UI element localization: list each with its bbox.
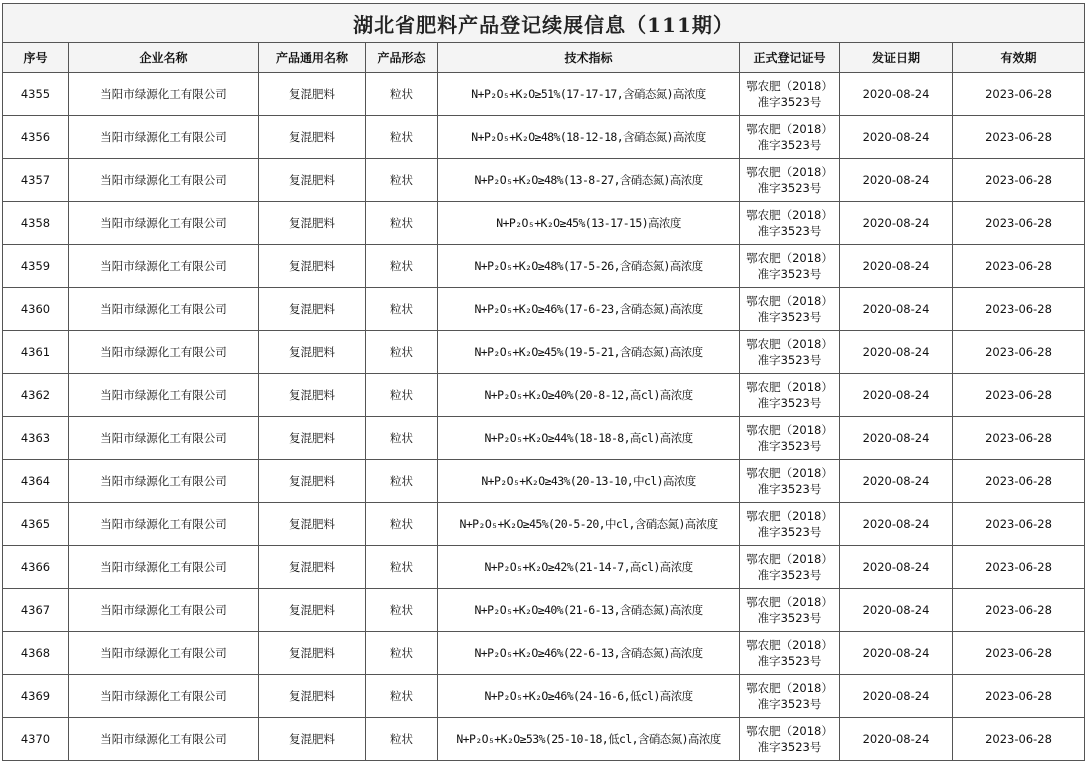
cell-issue-date: 2020-08-24 [840, 374, 953, 417]
table-row [3, 718, 1085, 761]
cell-issue-date: 2020-08-24 [840, 718, 953, 761]
cell-issue-date: 2020-08-24 [840, 503, 953, 546]
cert-line-1: 鄂农肥（2018） [746, 251, 833, 265]
cell-company: 当阳市绿源化工有限公司 [69, 546, 259, 589]
cell-form: 粒状 [366, 245, 438, 288]
cell-cert [740, 589, 840, 632]
cell-company: 当阳市绿源化工有限公司 [69, 718, 259, 761]
cell-spec: N+P₂O₅+K₂O≥40%(20-8-12,高cl)高浓度 [438, 374, 740, 417]
cell-form: 粒状 [366, 288, 438, 331]
cell-seq: 4363 [3, 417, 69, 460]
cell-spec: N+P₂O₅+K₂O≥46%(17-6-23,含硝态氮)高浓度 [438, 288, 740, 331]
table-row [3, 460, 1085, 503]
cell-cert [740, 546, 840, 589]
cert-line-1: 鄂农肥（2018） [746, 294, 833, 308]
cell-form: 粒状 [366, 460, 438, 503]
cert-line-2: 准字3523号 [757, 310, 822, 324]
cert-line-2: 准字3523号 [757, 611, 822, 625]
cell-spec: N+P₂O₅+K₂O≥53%(25-10-18,低cl,含硝态氮)高浓度 [438, 718, 740, 761]
cell-issue-date: 2020-08-24 [840, 159, 953, 202]
table-body [3, 73, 1085, 761]
cell-valid-until: 2023-06-28 [953, 331, 1085, 374]
cert-line-1: 鄂农肥（2018） [746, 423, 833, 437]
cell-product: 复混肥料 [259, 116, 366, 159]
cert-line-2: 准字3523号 [757, 181, 822, 195]
cell-issue-date: 2020-08-24 [840, 288, 953, 331]
cert-line-2: 准字3523号 [757, 396, 822, 410]
cell-form: 粒状 [366, 374, 438, 417]
cell-valid-until: 2023-06-28 [953, 374, 1085, 417]
cert-line-1: 鄂农肥（2018） [746, 466, 833, 480]
cell-valid-until: 2023-06-28 [953, 546, 1085, 589]
cert-line-1: 鄂农肥（2018） [746, 79, 833, 93]
cell-issue-date: 2020-08-24 [840, 73, 953, 116]
cell-seq: 4356 [3, 116, 69, 159]
cert-line-1: 鄂农肥（2018） [746, 552, 833, 566]
cell-company: 当阳市绿源化工有限公司 [69, 116, 259, 159]
cert-line-1: 鄂农肥（2018） [746, 337, 833, 351]
header-cert: 正式登记证号 [740, 43, 840, 73]
cell-company: 当阳市绿源化工有限公司 [69, 288, 259, 331]
cell-form: 粒状 [366, 202, 438, 245]
cell-spec: N+P₂O₅+K₂O≥48%(13-8-27,含硝态氮)高浓度 [438, 159, 740, 202]
cert-line-2: 准字3523号 [757, 697, 822, 711]
cell-product: 复混肥料 [259, 159, 366, 202]
cell-issue-date: 2020-08-24 [840, 632, 953, 675]
cell-form: 粒状 [366, 632, 438, 675]
table-row [3, 546, 1085, 589]
cell-spec: N+P₂O₅+K₂O≥45%(13-17-15)高浓度 [438, 202, 740, 245]
table-row [3, 374, 1085, 417]
cert-line-1: 鄂农肥（2018） [746, 122, 833, 136]
cert-line-2: 准字3523号 [757, 439, 822, 453]
table-row [3, 116, 1085, 159]
registration-table [2, 3, 1085, 761]
cell-valid-until: 2023-06-28 [953, 460, 1085, 503]
cell-product: 复混肥料 [259, 718, 366, 761]
cell-valid-until: 2023-06-28 [953, 159, 1085, 202]
cell-issue-date: 2020-08-24 [840, 331, 953, 374]
cell-spec: N+P₂O₅+K₂O≥51%(17-17-17,含硝态氮)高浓度 [438, 73, 740, 116]
cell-seq: 4370 [3, 718, 69, 761]
header-spec: 技术指标 [438, 43, 740, 73]
cert-line-2: 准字3523号 [757, 95, 822, 109]
cell-seq: 4357 [3, 159, 69, 202]
cell-cert [740, 675, 840, 718]
cell-company: 当阳市绿源化工有限公司 [69, 245, 259, 288]
cell-spec: N+P₂O₅+K₂O≥46%(24-16-6,低cl)高浓度 [438, 675, 740, 718]
registration-table-container [2, 3, 1084, 761]
cell-spec: N+P₂O₅+K₂O≥45%(19-5-21,含硝态氮)高浓度 [438, 331, 740, 374]
cell-valid-until: 2023-06-28 [953, 675, 1085, 718]
cell-cert [740, 503, 840, 546]
cell-issue-date: 2020-08-24 [840, 245, 953, 288]
cell-valid-until: 2023-06-28 [953, 718, 1085, 761]
cell-product: 复混肥料 [259, 245, 366, 288]
cell-valid-until: 2023-06-28 [953, 503, 1085, 546]
cert-line-1: 鄂农肥（2018） [746, 681, 833, 695]
cell-product: 复混肥料 [259, 503, 366, 546]
cell-cert [740, 159, 840, 202]
cell-cert [740, 718, 840, 761]
cell-product: 复混肥料 [259, 374, 366, 417]
cert-line-1: 鄂农肥（2018） [746, 165, 833, 179]
page-title: 湖北省肥料产品登记续展信息（111期） [3, 4, 1085, 43]
cell-company: 当阳市绿源化工有限公司 [69, 417, 259, 460]
cell-company: 当阳市绿源化工有限公司 [69, 503, 259, 546]
cell-seq: 4366 [3, 546, 69, 589]
cell-valid-until: 2023-06-28 [953, 202, 1085, 245]
cell-form: 粒状 [366, 718, 438, 761]
cell-spec: N+P₂O₅+K₂O≥48%(18-12-18,含硝态氮)高浓度 [438, 116, 740, 159]
cell-company: 当阳市绿源化工有限公司 [69, 202, 259, 245]
cell-company: 当阳市绿源化工有限公司 [69, 632, 259, 675]
cell-form: 粒状 [366, 331, 438, 374]
cell-issue-date: 2020-08-24 [840, 116, 953, 159]
table-row [3, 675, 1085, 718]
cell-seq: 4367 [3, 589, 69, 632]
cell-valid-until: 2023-06-28 [953, 73, 1085, 116]
cell-issue-date: 2020-08-24 [840, 460, 953, 503]
cert-line-2: 准字3523号 [757, 267, 822, 281]
cell-form: 粒状 [366, 73, 438, 116]
cell-seq: 4358 [3, 202, 69, 245]
cert-line-1: 鄂农肥（2018） [746, 208, 833, 222]
header-valid-until: 有效期 [953, 43, 1085, 73]
table-row [3, 417, 1085, 460]
cert-line-2: 准字3523号 [757, 482, 822, 496]
cert-line-2: 准字3523号 [757, 138, 822, 152]
cell-cert [740, 73, 840, 116]
cell-product: 复混肥料 [259, 632, 366, 675]
cell-form: 粒状 [366, 417, 438, 460]
cell-product: 复混肥料 [259, 546, 366, 589]
cert-line-1: 鄂农肥（2018） [746, 638, 833, 652]
cert-line-2: 准字3523号 [757, 353, 822, 367]
cell-valid-until: 2023-06-28 [953, 245, 1085, 288]
cell-product: 复混肥料 [259, 589, 366, 632]
cell-cert [740, 245, 840, 288]
cell-company: 当阳市绿源化工有限公司 [69, 331, 259, 374]
cell-company: 当阳市绿源化工有限公司 [69, 460, 259, 503]
cell-spec: N+P₂O₅+K₂O≥44%(18-18-8,高cl)高浓度 [438, 417, 740, 460]
cell-spec: N+P₂O₅+K₂O≥43%(20-13-10,中cl)高浓度 [438, 460, 740, 503]
cert-line-1: 鄂农肥（2018） [746, 595, 833, 609]
cell-issue-date: 2020-08-24 [840, 589, 953, 632]
cell-form: 粒状 [366, 589, 438, 632]
cell-spec: N+P₂O₅+K₂O≥48%(17-5-26,含硝态氮)高浓度 [438, 245, 740, 288]
cell-issue-date: 2020-08-24 [840, 417, 953, 460]
cell-product: 复混肥料 [259, 417, 366, 460]
table-row [3, 503, 1085, 546]
cell-form: 粒状 [366, 116, 438, 159]
cell-cert [740, 632, 840, 675]
cell-seq: 4364 [3, 460, 69, 503]
cell-spec: N+P₂O₅+K₂O≥40%(21-6-13,含硝态氮)高浓度 [438, 589, 740, 632]
cert-line-2: 准字3523号 [757, 740, 822, 754]
cell-cert [740, 331, 840, 374]
header-product: 产品通用名称 [259, 43, 366, 73]
cell-company: 当阳市绿源化工有限公司 [69, 374, 259, 417]
cell-spec: N+P₂O₅+K₂O≥45%(20-5-20,中cl,含硝态氮)高浓度 [438, 503, 740, 546]
header-company: 企业名称 [69, 43, 259, 73]
cert-line-2: 准字3523号 [757, 568, 822, 582]
cell-seq: 4369 [3, 675, 69, 718]
cell-product: 复混肥料 [259, 331, 366, 374]
cell-valid-until: 2023-06-28 [953, 288, 1085, 331]
cell-cert [740, 460, 840, 503]
cell-product: 复混肥料 [259, 460, 366, 503]
cell-cert [740, 288, 840, 331]
cell-cert [740, 374, 840, 417]
cell-company: 当阳市绿源化工有限公司 [69, 159, 259, 202]
cell-valid-until: 2023-06-28 [953, 632, 1085, 675]
cert-line-1: 鄂农肥（2018） [746, 380, 833, 394]
cell-issue-date: 2020-08-24 [840, 675, 953, 718]
table-row [3, 632, 1085, 675]
table-row [3, 202, 1085, 245]
cell-product: 复混肥料 [259, 73, 366, 116]
cell-seq: 4362 [3, 374, 69, 417]
cell-cert [740, 116, 840, 159]
cell-spec: N+P₂O₅+K₂O≥46%(22-6-13,含硝态氮)高浓度 [438, 632, 740, 675]
cell-form: 粒状 [366, 675, 438, 718]
cell-form: 粒状 [366, 546, 438, 589]
cert-line-1: 鄂农肥（2018） [746, 509, 833, 523]
cell-valid-until: 2023-06-28 [953, 589, 1085, 632]
table-row [3, 288, 1085, 331]
cert-line-2: 准字3523号 [757, 654, 822, 668]
cell-company: 当阳市绿源化工有限公司 [69, 73, 259, 116]
table-row [3, 331, 1085, 374]
cell-company: 当阳市绿源化工有限公司 [69, 675, 259, 718]
cert-line-2: 准字3523号 [757, 224, 822, 238]
header-seq: 序号 [3, 43, 69, 73]
cell-seq: 4359 [3, 245, 69, 288]
cert-line-2: 准字3523号 [757, 525, 822, 539]
header-form: 产品形态 [366, 43, 438, 73]
cell-company: 当阳市绿源化工有限公司 [69, 589, 259, 632]
cell-form: 粒状 [366, 159, 438, 202]
cell-seq: 4365 [3, 503, 69, 546]
cell-cert [740, 417, 840, 460]
cell-valid-until: 2023-06-28 [953, 116, 1085, 159]
cell-cert [740, 202, 840, 245]
header-issue-date: 发证日期 [840, 43, 953, 73]
cell-seq: 4360 [3, 288, 69, 331]
table-header-row [3, 43, 1085, 73]
cell-product: 复混肥料 [259, 675, 366, 718]
table-row [3, 73, 1085, 116]
table-row [3, 159, 1085, 202]
table-row [3, 589, 1085, 632]
cell-form: 粒状 [366, 503, 438, 546]
cell-seq: 4361 [3, 331, 69, 374]
cell-product: 复混肥料 [259, 202, 366, 245]
cell-seq: 4355 [3, 73, 69, 116]
cell-issue-date: 2020-08-24 [840, 546, 953, 589]
table-row [3, 245, 1085, 288]
cell-seq: 4368 [3, 632, 69, 675]
cell-issue-date: 2020-08-24 [840, 202, 953, 245]
cert-line-1: 鄂农肥（2018） [746, 724, 833, 738]
cell-product: 复混肥料 [259, 288, 366, 331]
cell-spec: N+P₂O₅+K₂O≥42%(21-14-7,高cl)高浓度 [438, 546, 740, 589]
cell-valid-until: 2023-06-28 [953, 417, 1085, 460]
